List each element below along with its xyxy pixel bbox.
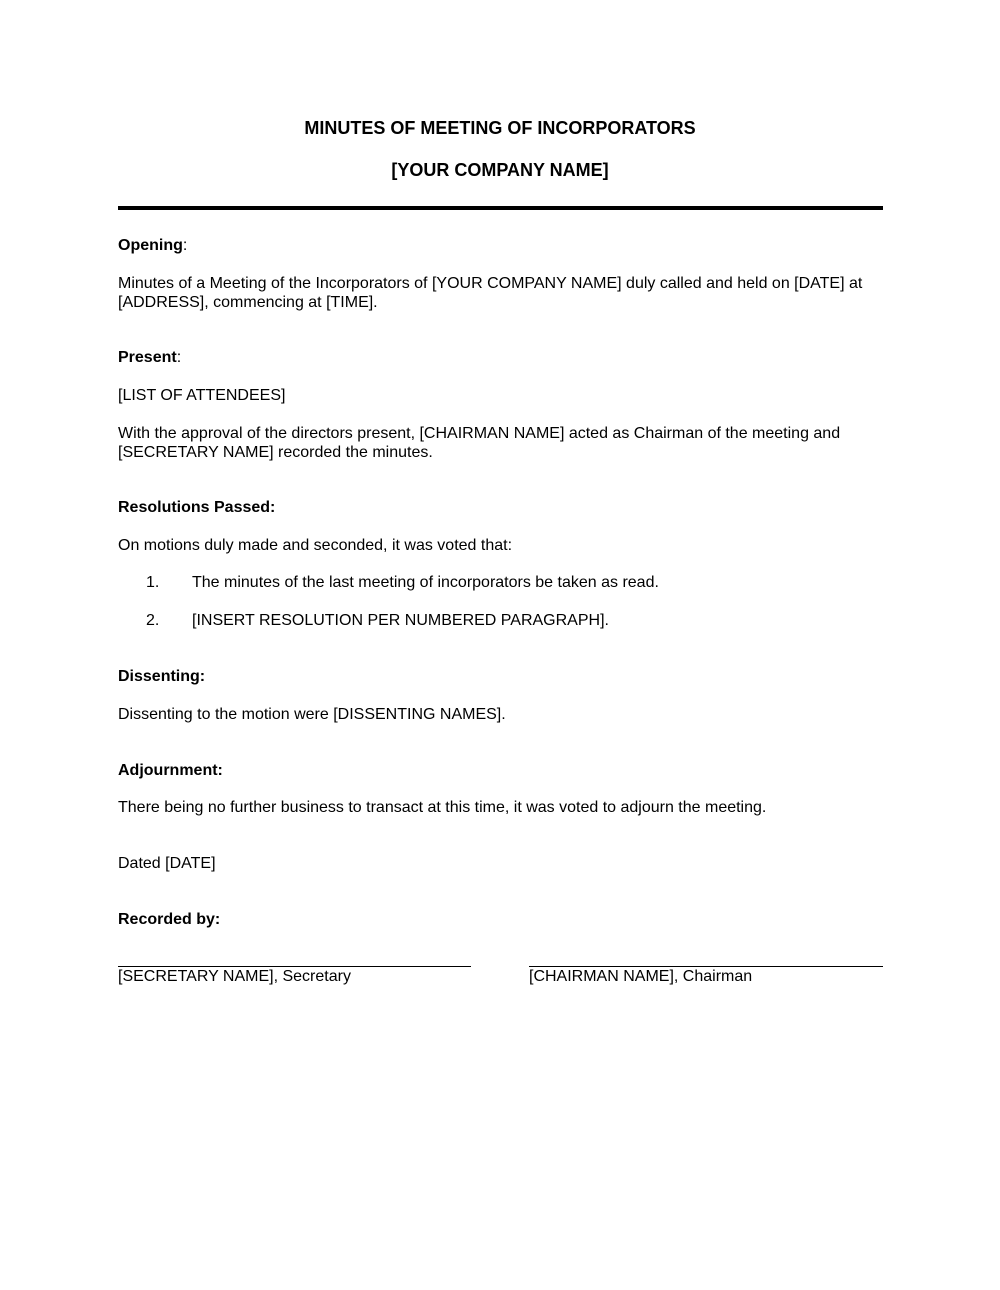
approval-line-1: With the approval of the directors present, [CHAIRMAN NAME] acted as Chairman of the meeting and: [118, 425, 841, 442]
title-divider: [118, 206, 883, 210]
present-colon: :: [176, 349, 182, 366]
resolution-text-1: The minutes of the last meeting of incorporators be taken as read.: [192, 574, 659, 591]
document-title: MINUTES OF MEETING OF INCORPORATORS: [304, 118, 696, 138]
company-name: [YOUR COMPANY NAME]: [391, 160, 609, 180]
attendees-list: [LIST OF ATTENDEES]: [118, 387, 286, 404]
dissenting-heading: Dissenting:: [118, 668, 206, 685]
resolutions-intro: On motions duly made and seconded, it was voted that:: [118, 537, 513, 554]
adjournment-text: There being no further business to transact at this time, it was voted to adjourn the meeting.: [118, 799, 767, 816]
opening-line-2: [ADDRESS], commencing at [TIME].: [118, 294, 378, 311]
dated-line: Dated [DATE]: [118, 855, 216, 872]
chairman-name: [CHAIRMAN NAME], Chairman: [529, 968, 753, 985]
recorded-heading: Recorded by:: [118, 911, 221, 928]
opening-colon: :: [182, 237, 188, 254]
adjournment-heading: Adjournment:: [118, 762, 223, 779]
present-heading: [118, 348, 181, 367]
resolutions-heading: Resolutions Passed:: [118, 499, 276, 516]
opening-line-1: Minutes of a Meeting of the Incorporators of [YOUR COMPANY NAME] duly called and held on [DATE] at: [118, 275, 863, 292]
opening-heading-label: Opening: [118, 237, 183, 254]
opening-heading: [118, 236, 187, 255]
present-heading-label: Present: [118, 349, 177, 366]
approval-line-2: [SECRETARY NAME] recorded the minutes.: [118, 444, 433, 461]
secretary-name: [SECRETARY NAME], Secretary: [118, 968, 351, 985]
resolution-number-1: 1.: [146, 574, 160, 591]
resolution-text-2: [INSERT RESOLUTION PER NUMBERED PARAGRAPH].: [192, 612, 609, 629]
dissenting-text: Dissenting to the motion were [DISSENTING NAMES].: [118, 706, 506, 723]
resolution-number-2: 2.: [146, 612, 160, 629]
